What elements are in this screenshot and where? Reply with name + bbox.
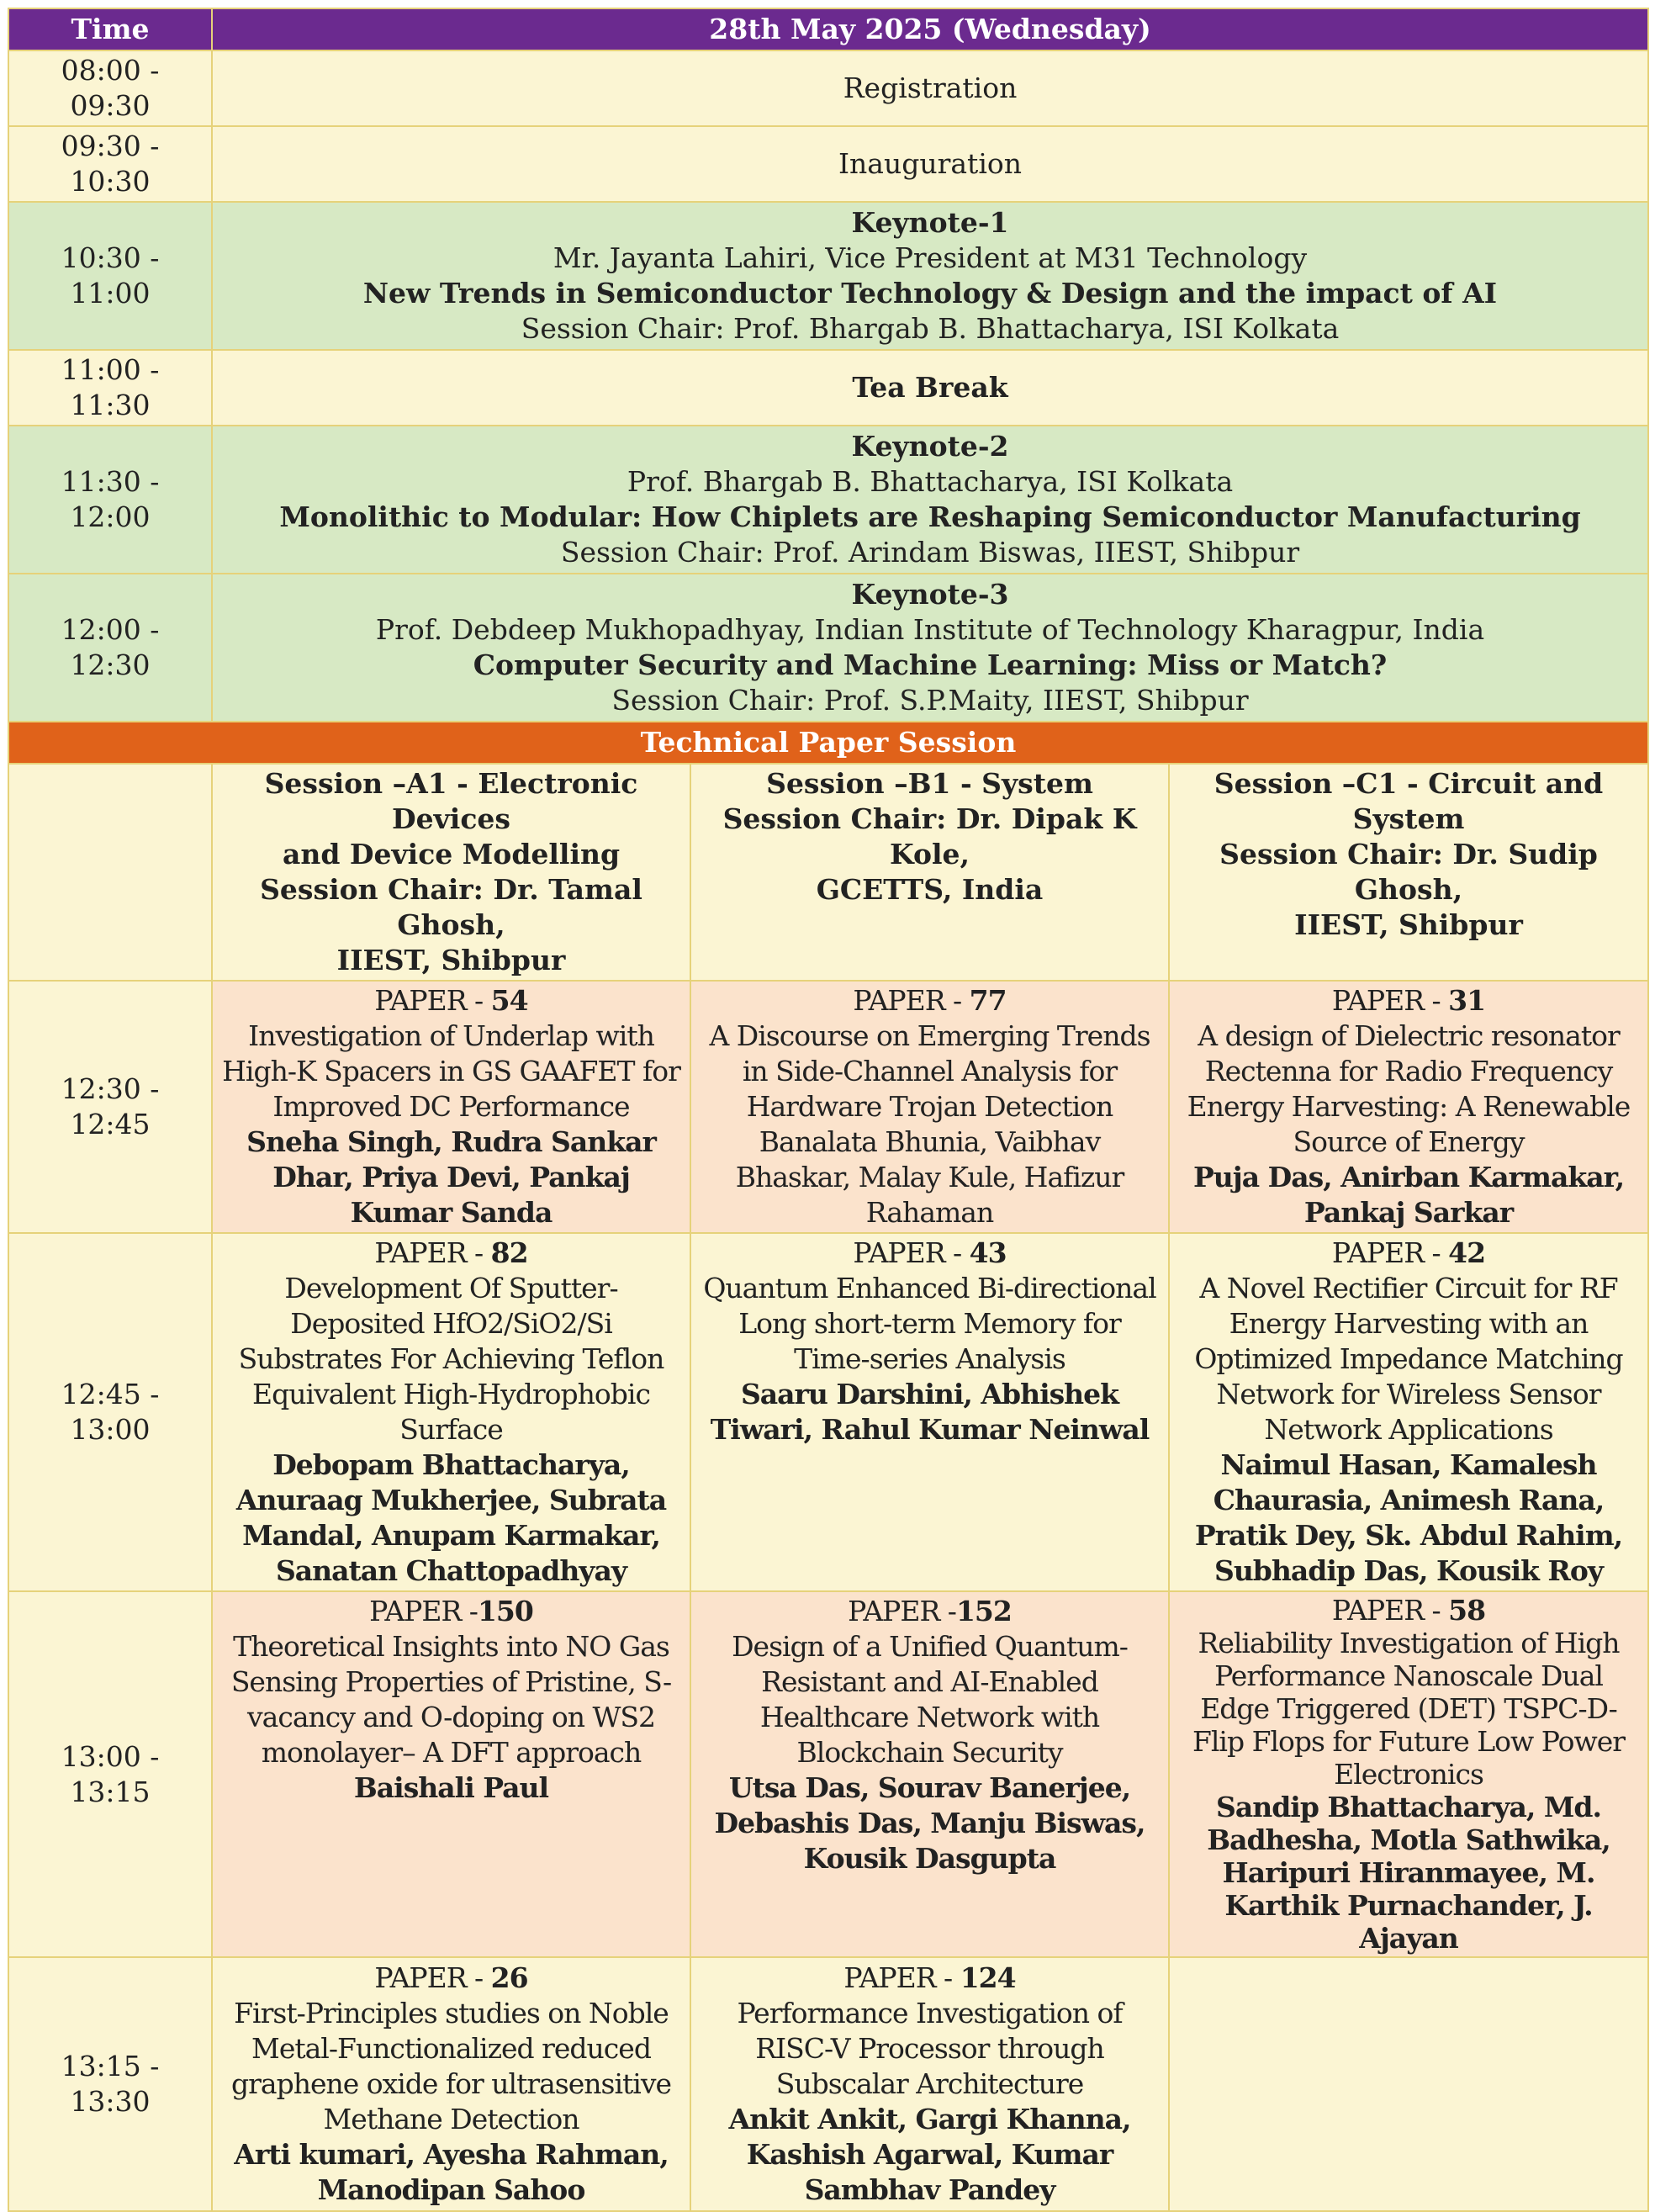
paper-authors: Naimul Hasan, Kamalesh Chaurasia, Animesh Rana, Pratik Dey, Sk. Abdul Rahim, Subhadip Das, Kousik Roy bbox=[1194, 1448, 1623, 1587]
time-cell: 11:30 - 12:00 bbox=[8, 426, 212, 574]
paper-title: Design of a Unified Quantum-Resistant and AI-Enabled Healthcare Network with Blockchain Security bbox=[732, 1630, 1128, 1769]
paper-number: PAPER - 124 bbox=[843, 1961, 1016, 1994]
time-cell: 13:00 - 13:15 bbox=[8, 1591, 212, 1957]
registration-row bbox=[8, 50, 1648, 126]
technical-banner-row bbox=[8, 722, 1648, 764]
paper-authors: Puja Das, Anirban Karmakar, Pankaj Sarkar bbox=[1192, 1161, 1625, 1229]
session-chair: Session Chair: Prof. Bhargab B. Bhattacharya, ISI Kolkata bbox=[521, 312, 1340, 345]
paper-authors: Sneha Singh, Rudra Sankar Dhar, Priya Devi, Pankaj Kumar Sanda bbox=[246, 1125, 656, 1229]
paper-title: A design of Dielectric resonator Rectenna for Radio Frequency Energy Harvesting: A Renewable Source of Energy bbox=[1187, 1019, 1631, 1158]
session-chair: Session Chair: Dr. Sudip Ghosh, bbox=[1219, 838, 1598, 906]
time-cell: 11:00 - 11:30 bbox=[8, 350, 212, 426]
inauguration-row bbox=[8, 126, 1648, 202]
keynote-heading: Keynote-2 bbox=[851, 430, 1009, 463]
keynote-2-row bbox=[8, 426, 1648, 574]
time-cell: 12:30 - 12:45 bbox=[8, 981, 212, 1233]
paper-number: PAPER - 26 bbox=[374, 1961, 528, 1994]
paper-title: Reliability Investigation of High Performance Nanoscale Dual Edge Triggered (DET) TSPC-D-Flip Flops for Future Low Power Electronics bbox=[1192, 1627, 1626, 1791]
paper-number: PAPER - 54 bbox=[374, 984, 528, 1017]
keynote-title: Monolithic to Modular: How Chiplets are Reshaping Semiconductor Manufacturing bbox=[279, 500, 1581, 533]
time-cell: 13:15 - 13:30 bbox=[8, 1957, 212, 2211]
empty-time-cell bbox=[8, 764, 212, 981]
paper-cell bbox=[212, 981, 690, 1233]
session-title: Session –B1 - System bbox=[766, 767, 1093, 800]
paper-title: A Discourse on Emerging Trends in Side-Channel Analysis for Hardware Trojan Detection bbox=[709, 1019, 1150, 1123]
keynote-3-cell bbox=[212, 574, 1648, 722]
registration-label: Registration bbox=[212, 50, 1648, 126]
session-chair: Session Chair: Prof. S.P.Maity, IIEST, Shibpur bbox=[611, 684, 1249, 717]
keynote-heading: Keynote-3 bbox=[851, 578, 1009, 611]
paper-authors: Arti kumari, Ayesha Rahman, Manodipan Sahoo bbox=[234, 2138, 669, 2206]
keynote-1-row bbox=[8, 202, 1648, 350]
paper-number: PAPER - 43 bbox=[853, 1236, 1007, 1269]
session-chair-affiliation: IIEST, Shibpur bbox=[1294, 908, 1523, 941]
paper-number: PAPER - 42 bbox=[1331, 1236, 1486, 1269]
paper-title: Quantum Enhanced Bi-directional Long short-term Memory for Time-series Analysis bbox=[703, 1272, 1156, 1375]
empty-paper-cell bbox=[1169, 1957, 1648, 2211]
inauguration-label: Inauguration bbox=[212, 126, 1648, 202]
paper-title: Performance Investigation of RISC-V Processor through Subscalar Architecture bbox=[737, 1997, 1123, 2100]
session-title: Session –C1 - Circuit and System bbox=[1213, 767, 1604, 835]
paper-slot-row bbox=[8, 1591, 1648, 1957]
paper-cell bbox=[212, 1957, 690, 2211]
session-header-row bbox=[8, 764, 1648, 981]
paper-number: PAPER -150 bbox=[369, 1595, 533, 1627]
session-chair: Session Chair: Dr. Dipak K Kole, bbox=[722, 802, 1137, 871]
paper-title: Development Of Sputter-Deposited HfO2/SiO2/Si Substrates For Achieving Teflon Equivalent High-Hydrophobic Surface bbox=[238, 1272, 664, 1446]
time-cell: 10:30 - 11:00 bbox=[8, 202, 212, 350]
keynote-1-cell bbox=[212, 202, 1648, 350]
paper-authors: Debopam Bhattacharya, Anuraag Mukherjee, Subrata Mandal, Anupam Karmakar, Sanatan Chattopadhyay bbox=[235, 1448, 667, 1587]
keynote-heading: Keynote-1 bbox=[851, 206, 1009, 239]
session-chair-affiliation: IIEST, Shibpur bbox=[336, 944, 566, 976]
paper-cell bbox=[690, 1957, 1169, 2211]
paper-cell bbox=[212, 1233, 690, 1591]
keynote-speaker: Prof. Debdeep Mukhopadhyay, Indian Institute of Technology Kharagpur, India bbox=[375, 613, 1485, 646]
paper-slot-row bbox=[8, 1233, 1648, 1591]
session-title: Session –A1 - Electronic Devices bbox=[264, 767, 638, 835]
session-chair: Session Chair: Dr. Tamal Ghosh, bbox=[260, 873, 642, 941]
header-row bbox=[8, 8, 1648, 50]
keynote-speaker: Prof. Bhargab B. Bhattacharya, ISI Kolkata bbox=[627, 465, 1234, 498]
session-title-cont: and Device Modelling bbox=[282, 838, 621, 871]
keynote-2-cell bbox=[212, 426, 1648, 574]
paper-cell bbox=[1169, 1591, 1648, 1957]
session-c1-header bbox=[1169, 764, 1648, 981]
paper-cell bbox=[690, 981, 1169, 1233]
paper-authors: Sandip Bhattacharya, Md. Badhesha, Motla Sathwika, Haripuri Hiranmayee, M. Karthik Purnachander, J. Ajayan bbox=[1207, 1791, 1610, 1955]
tea-break-row bbox=[8, 350, 1648, 426]
paper-authors: Banalata Bhunia, Vaibhav Bhaskar, Malay Kule, Hafizur Rahaman bbox=[735, 1125, 1124, 1229]
paper-cell bbox=[690, 1591, 1169, 1957]
time-cell: 12:00 - 12:30 bbox=[8, 574, 212, 722]
paper-title: A Novel Rectifier Circuit for RF Energy Harvesting with an Optimized Impedance Matching Network for Wireless Sensor Network Applications bbox=[1194, 1272, 1623, 1446]
paper-number: PAPER - 58 bbox=[1331, 1594, 1486, 1627]
paper-cell bbox=[690, 1233, 1169, 1591]
keynote-3-row bbox=[8, 574, 1648, 722]
time-cell: 09:30 - 10:30 bbox=[8, 126, 212, 202]
schedule-sheet bbox=[8, 8, 1647, 2206]
paper-title: Investigation of Underlap with High-K Spacers in GS GAAFET for Improved DC Performance bbox=[222, 1019, 680, 1123]
paper-cell bbox=[1169, 981, 1648, 1233]
keynote-speaker: Mr. Jayanta Lahiri, Vice President at M31 Technology bbox=[553, 241, 1308, 274]
time-column-header: Time bbox=[8, 8, 212, 50]
paper-number: PAPER - 31 bbox=[1331, 984, 1486, 1017]
time-cell: 08:00 - 09:30 bbox=[8, 50, 212, 126]
paper-number: PAPER - 77 bbox=[853, 984, 1007, 1017]
paper-authors: Saaru Darshini, Abhishek Tiwari, Rahul Kumar Neinwal bbox=[710, 1378, 1150, 1446]
schedule-table bbox=[8, 8, 1649, 2212]
session-a1-header bbox=[212, 764, 690, 981]
paper-authors: Baishali Paul bbox=[353, 1771, 549, 1804]
session-chair-affiliation: GCETTS, India bbox=[816, 873, 1044, 906]
tea-break-label: Tea Break bbox=[212, 350, 1648, 426]
paper-cell bbox=[1169, 1233, 1648, 1591]
keynote-title: Computer Security and Machine Learning: Miss or Match? bbox=[473, 648, 1388, 681]
date-header: 28th May 2025 (Wednesday) bbox=[212, 8, 1648, 50]
paper-number: PAPER -152 bbox=[848, 1595, 1012, 1627]
session-chair: Session Chair: Prof. Arindam Biswas, IIEST, Shibpur bbox=[560, 536, 1300, 569]
paper-cell bbox=[212, 1591, 690, 1957]
technical-session-banner: Technical Paper Session bbox=[8, 722, 1648, 764]
session-b1-header bbox=[690, 764, 1169, 981]
keynote-title: New Trends in Semiconductor Technology & Design and the impact of AI bbox=[362, 277, 1498, 310]
paper-title: First-Principles studies on Noble Metal-Functionalized reduced graphene oxide for ultrasensitive Methane Detection bbox=[231, 1997, 671, 2135]
paper-slot-row bbox=[8, 981, 1648, 1233]
paper-title: Theoretical Insights into NO Gas Sensing Properties of Pristine, S-vacancy and O-doping on WS2 monolayer– A DFT approach bbox=[230, 1630, 672, 1769]
paper-authors: Utsa Das, Sourav Banerjee, Debashis Das, Manju Biswas, Kousik Dasgupta bbox=[714, 1771, 1145, 1875]
paper-slot-row bbox=[8, 1957, 1648, 2211]
paper-number: PAPER - 82 bbox=[374, 1236, 528, 1269]
time-cell: 12:45 - 13:00 bbox=[8, 1233, 212, 1591]
paper-authors: Ankit Ankit, Gargi Khanna, Kashish Agarwal, Kumar Sambhav Pandey bbox=[728, 2103, 1131, 2206]
